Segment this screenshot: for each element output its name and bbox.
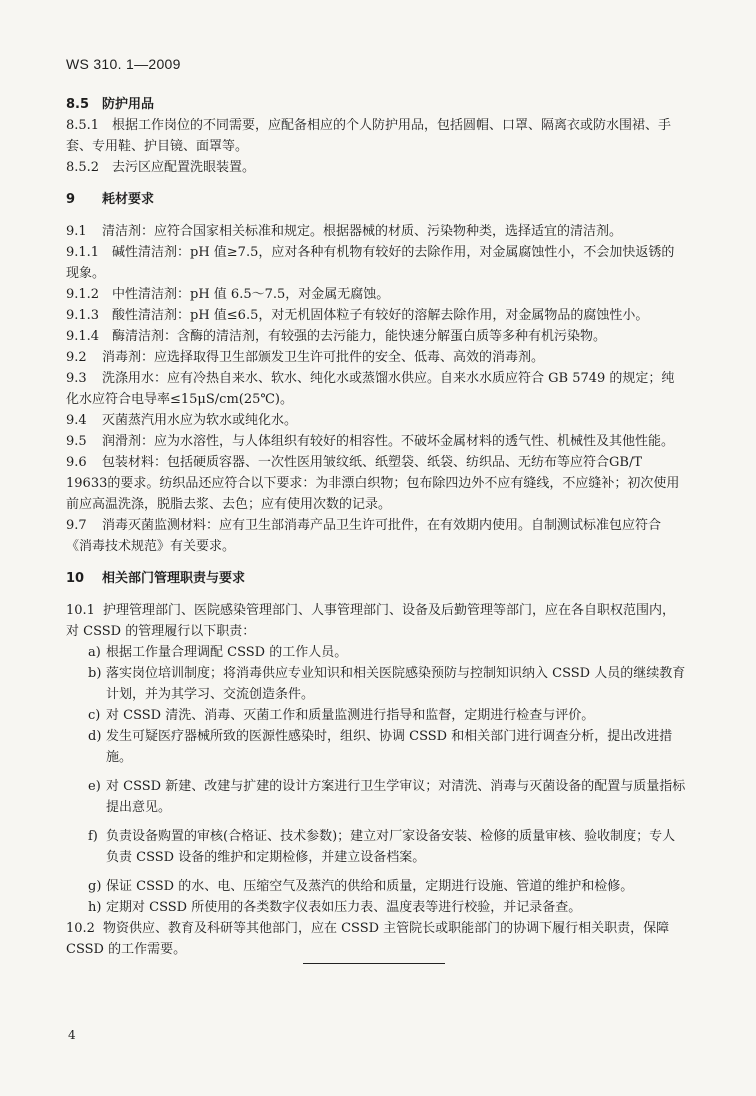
clause-number: 9.5 (66, 434, 87, 449)
standard-code: WS 310. 1—2009 (66, 56, 181, 72)
list-text: 对 CSSD 新建、改建与扩建的设计方案进行卫生学审议；对清洗、消毒与灭菌设备的配置与质量指标提出意见。 (106, 779, 686, 815)
list-text: 落实岗位培训制度；将消毒供应专业知识和相关医院感染预防与控制知识纳入 CSSD 人员的继续教育计划，并为其学习、交流创造条件。 (106, 666, 686, 702)
section-title: 相关部门管理职责与要求 (102, 571, 246, 586)
paragraph-9-1-3 (66, 305, 686, 326)
list-item-b (66, 663, 686, 705)
section-heading-10 (66, 568, 686, 589)
clause-number: 9.2 (66, 350, 87, 365)
list-label: h) (88, 900, 102, 915)
clause-text: 碱性清洁剂：pH 值≥7.5，应对各种有机物有较好的去除作用，对金属腐蚀性小，不会加快返锈的现象。 (66, 245, 675, 281)
paragraph-9-7 (66, 515, 686, 557)
paragraph-9-4 (66, 410, 686, 431)
section-number: 10 (66, 571, 85, 586)
list-item-e (66, 776, 686, 818)
paragraph-9-2 (66, 347, 686, 368)
paragraph-9-3 (66, 368, 686, 410)
clause-text: 酸性清洁剂：pH 值≤6.5，对无机固体粒子有较好的溶解去除作用，对金属物品的腐蚀性小。 (112, 308, 649, 323)
list-text: 对 CSSD 清洗、消毒、灭菌工作和质量监测进行指导和监督，定期进行检查与评价。 (106, 708, 595, 723)
clause-number: 9.1.4 (66, 329, 100, 344)
paragraph-9-1 (66, 221, 686, 242)
list-text: 定期对 CSSD 所使用的各类数字仪表如压力表、温度表等进行校验，并记录备查。 (106, 900, 582, 915)
page-number: 4 (68, 1028, 76, 1042)
clause-text: 护理管理部门、医院感染管理部门、人事管理部门、设备及后勤管理等部门，应在各自职权范围内，对 CSSD 的管理履行以下职责： (66, 603, 675, 639)
clause-text: 根据工作岗位的不同需要，应配备相应的个人防护用品，包括圆帽、口罩、隔离衣或防水围裙、手套、专用鞋、护目镜、面罩等。 (66, 118, 672, 154)
end-rule (303, 963, 445, 964)
list-item-c (66, 705, 686, 726)
clause-number: 10.1 (66, 603, 95, 618)
document-body (66, 94, 686, 960)
list-text: 根据工作量合理调配 CSSD 的工作人员。 (106, 645, 348, 660)
list-label: c) (88, 708, 101, 723)
clause-text: 消毒灭菌监测材料：应有卫生部消毒产品卫生许可批件，在有效期内使用。自制测试标准包应符合《消毒技术规范》有关要求。 (66, 518, 662, 554)
list-item-f (66, 826, 686, 868)
clause-text: 清洁剂：应符合国家相关标准和规定。根据器械的材质、污染物种类，选择适宜的清洁剂。 (102, 224, 623, 239)
clause-number: 9.4 (66, 413, 87, 428)
list-text: 保证 CSSD 的水、电、压缩空气及蒸汽的供给和质量，定期进行设施、管道的维护和检修。 (106, 879, 634, 894)
section-number: 8.5 (66, 97, 90, 112)
section-number: 9 (66, 192, 76, 207)
clause-text: 灭菌蒸汽用水应为软水或纯化水。 (102, 413, 298, 428)
section-heading-8-5 (66, 94, 686, 115)
clause-text: 酶清洁剂：含酶的清洁剂，有较强的去污能力，能快速分解蛋白质等多种有机污染物。 (112, 329, 607, 344)
list-item-g (66, 876, 686, 897)
list-item-d (66, 726, 686, 768)
paragraph-9-5 (66, 431, 686, 452)
clause-number: 8.5.1 (66, 118, 100, 133)
clause-number: 8.5.2 (66, 160, 100, 175)
clause-number: 9.1.3 (66, 308, 100, 323)
list-text: 发生可疑医疗器械所致的医源性感染时，组织、协调 CSSD 和相关部门进行调查分析，提出改进措施。 (106, 729, 673, 765)
clause-number: 10.2 (66, 921, 95, 936)
paragraph-8-5-2 (66, 157, 686, 178)
list-text: 负责设备购置的审核(合格证、技术参数)；建立对厂家设备安装、检修的质量审核、验收制度；专人负责 CSSD 设备的维护和定期检修，并建立设备档案。 (106, 829, 676, 865)
list-label: b) (88, 666, 102, 681)
list-label: g) (88, 879, 102, 894)
list-item-a (66, 642, 686, 663)
clause-text: 润滑剂：应为水溶性，与人体组织有较好的相容性。不破坏金属材料的透气性、机械性及其他性能。 (102, 434, 675, 449)
paragraph-8-5-1 (66, 115, 686, 157)
clause-number: 9.1.2 (66, 287, 100, 302)
paragraph-10-2 (66, 918, 686, 960)
paragraph-10-1 (66, 600, 686, 642)
list-label: a) (88, 645, 101, 660)
clause-text: 中性清洁剂：pH 值 6.5～7.5，对金属无腐蚀。 (112, 287, 390, 302)
clause-number: 9.7 (66, 518, 87, 533)
clause-text: 去污区应配置洗眼装置。 (112, 160, 256, 175)
clause-text: 洗涤用水：应有冷热自来水、软水、纯化水或蒸馏水供应。自来水水质应符合 GB 5749 的规定；纯化水应符合电导率≤15μS/cm(25℃)。 (66, 371, 675, 407)
section-title: 防护用品 (102, 97, 155, 112)
list-label: e) (88, 779, 101, 794)
section-heading-9 (66, 189, 686, 210)
clause-number: 9.1.1 (66, 245, 100, 260)
paragraph-9-1-4 (66, 326, 686, 347)
paragraph-9-1-1 (66, 242, 686, 284)
paragraph-9-1-2 (66, 284, 686, 305)
clause-text: 消毒剂：应选择取得卫生部颁发卫生许可批件的安全、低毒、高效的消毒剂。 (102, 350, 545, 365)
section-title: 耗材要求 (102, 192, 155, 207)
clause-text: 物资供应、教育及科研等其他部门，应在 CSSD 主管院长或职能部门的协调下履行相关职责，保障 CSSD 的工作需要。 (66, 921, 670, 957)
list-label: f) (88, 829, 98, 844)
list-item-h (66, 897, 686, 918)
clause-number: 9.3 (66, 371, 87, 386)
clause-number: 9.6 (66, 455, 87, 470)
paragraph-9-6 (66, 452, 686, 515)
clause-number: 9.1 (66, 224, 87, 239)
clause-text: 包装材料：包括硬质容器、一次性医用皱纹纸、纸塑袋、纸袋、纺织品、无纺布等应符合GB/T 19633的要求。纺织品还应符合以下要求：为非漂白织物；包布除四边外不应有缝线，不应缝补；初次使用前应高温洗涤，脱脂去浆、去色；应有使用次数的记录。 (66, 455, 680, 512)
list-label: d) (88, 729, 102, 744)
